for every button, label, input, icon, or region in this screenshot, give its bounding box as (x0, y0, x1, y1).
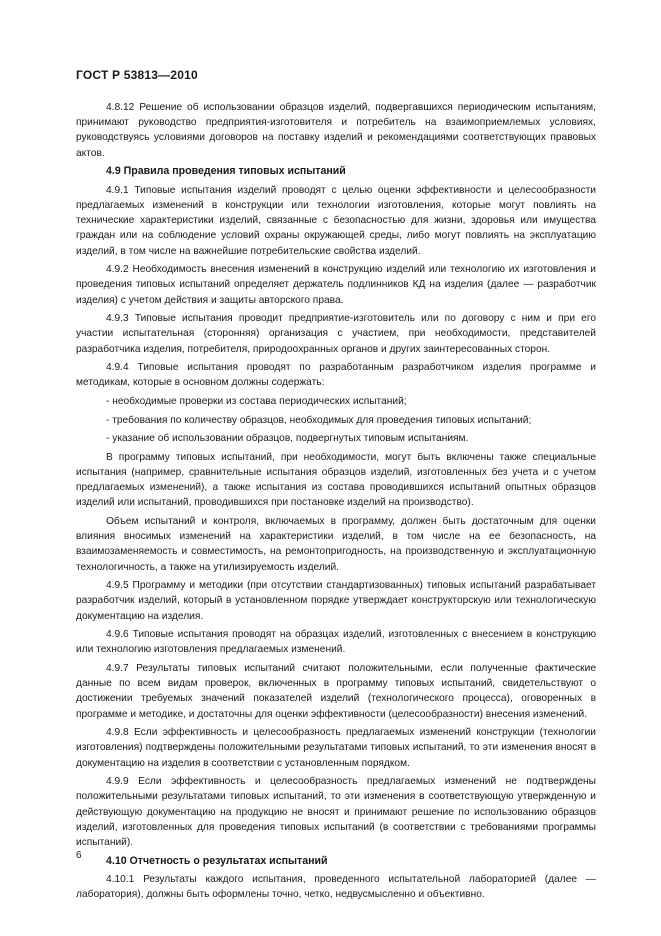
document-body (76, 100, 596, 906)
paragraph-4-9-7: 4.9.7 Результаты типовых испытаний считают положительными, если полученные фактические данные по всем видам проверок, включенных в программу типовых испытаний, свидетельствуют о достижении требуемых значений показателей изделий (технологического процесса), оговоренных в программе и методике, и достаточны для оценки эффективности (целесообразности) внесения изменений. (76, 662, 596, 720)
paragraph-scope: Объем испытаний и контроля, включаемых в программу, должен быть достаточным для оценки влияния вносимых изменений на характеристики изделий, в том числе на ее безопасность, на взаимозаменяемость и совместимость, на ремонтопригодность, на производственную и эксплуатационную технологичность, а также на утилизируемость изделий. (76, 515, 596, 573)
paragraph-4-10-1: 4.10.1 Результаты каждого испытания, проведенного испытательной лабораторией (далее — лаборатория), должны быть оформлены точно, четко, недвусмысленно и объективно. (76, 874, 596, 901)
paragraph-4-9-2: 4.9.2 Необходимость внесения изменений в конструкцию изделий или технологию их изготовления и проведения типовых испытаний определяет держатель подлинников КД на изделия (далее — разработчик изделия) с учетом действия и защиты авторского права. (76, 264, 596, 306)
paragraph-4-9-1: 4.9.1 Типовые испытания изделий проводят с целью оценки эффективности и целесообразности предлагаемых изменений в конструкции или технологии изготовления, которые могут повлиять на технические характеристики изделий, связанные с безопасностью для жизни, здоровья или имущества граждан или на соблюдение условий охраны окружающей среды, либо могут повлиять на эксплуатацию изделий, в том числе на важнейшие потребительские свойства изделий. (76, 184, 596, 257)
paragraph-4-9-5: 4.9.5 Программу и методики (при отсутствии стандартизованных) типовых испытаний разрабатывает разработчик изделий, который в установленном порядке утверждает конструкторскую или технологическую документацию на изделия. (76, 580, 596, 622)
section-heading-4-9: 4.9 Правила проведения типовых испытаний (106, 165, 346, 178)
paragraph-4-9-9: 4.9.9 Если эффективность и целесообразность предлагаемых изменений не подтверждены положительными результатами типовых испытаний, то эти изменения в соответствующую утвержденную и действующую документацию на продукцию не вносят и принимают решение по использованию образцов изделий, изготовленных для проведения типовых испытаний (в соответствии с требованиями программы испытаний). (76, 776, 596, 848)
list-item: - указание об использовании образцов, подвергнутых типовым испытаниям. (106, 433, 469, 445)
paragraph-4-9-8: 4.9.8 Если эффективность и целесообразность предлагаемых изменений конструкции (технологии изготовления) подтверждены положительными результатами типовых испытаний, то эти изменения вносят в документацию на изделия в соответствии с установленным порядком. (76, 727, 596, 769)
list-item: - необходимые проверки из состава периодических испытаний; (106, 396, 407, 407)
document-header: ГОСТ Р 53813—2010 (76, 68, 198, 82)
section-heading-4-10: 4.10 Отчетность о результатах испытаний (106, 854, 328, 867)
paragraph-4-9-6: 4.9.6 Типовые испытания проводят на образцах изделий, изготовленных с внесением в конструкцию или технологию изготовления предлагаемых изменений. (76, 629, 596, 656)
paragraph-program-content: В программу типовых испытаний, при необходимости, могут быть включены также специальные испытания (например, сравнительные испытания образцов изделий, изготовленных без учета и с учетом предлагаемых изменений), а также испытания из состава проводившихся испытаний опытных образцов изделий или испытаний, проводившихся при постановке изделий на производство). (76, 451, 596, 509)
list-item: - требования по количеству образцов, необходимых для проведения типовых испытаний; (106, 414, 532, 426)
paragraph-4-9-4: 4.9.4 Типовые испытания проводят по разработанным разработчиком изделия программе и методикам, которые в основном должны содержать: (76, 362, 596, 389)
page-number: 6 (76, 850, 82, 861)
paragraph-4-9-3: 4.9.3 Типовые испытания проводит предприятие-изготовитель или по договору с ним и при его участии испытательная (сторонняя) организация с участием, при необходимости, представителей разработчика изделия, потребителя, природоохранных органов и других заинтересованных сторон. (76, 313, 596, 355)
paragraph-4-8-12: 4.8.12 Решение об использовании образцов изделий, подвергавшихся периодическим испытаниям, принимают руководство предприятия-изготовителя и потребитель на взаимоприемлемых условиях, руководствуясь условиями договоров на поставку изделий и рекомендациями соответствующих правовых актов. (76, 102, 596, 159)
